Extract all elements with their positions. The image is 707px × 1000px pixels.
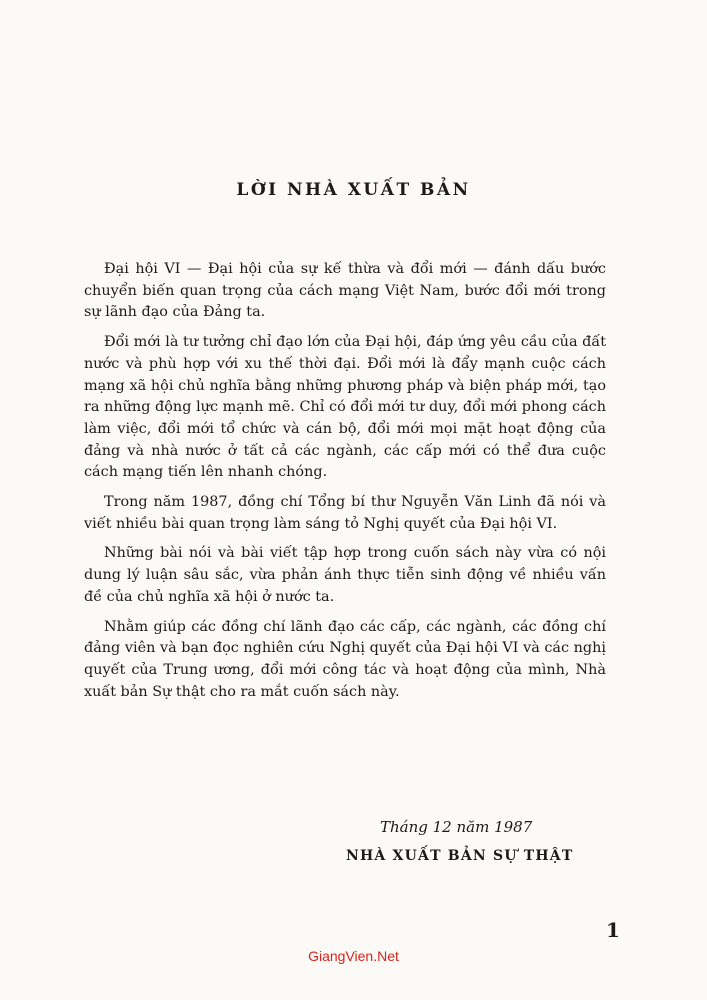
watermark-text: GiangVien.Net xyxy=(308,948,399,964)
signature-date: Tháng 12 năm 1987 xyxy=(380,818,533,836)
paragraph-2: Đổi mới là tư tưởng chỉ đạo lớn của Đại hội, đáp ứng yêu cầu của đất nước và phù hợp với xu thế thời đại. Đổi mới là đẩy mạnh cuộc cách mạng xã hội chủ nghĩa bằng những phương pháp và biện pháp mới, tạo ra những động lực mạnh mẽ. Chỉ có đổi mới tư duy, đổi mới phong cách làm việc, đổi mới tổ chức và cán bộ, đổi mới mọi mặt hoạt động của đảng và nhà nước ở tất cả các ngành, các cấp mới có thể đưa cuộc cách mạng tiến lên nhanh chóng. xyxy=(84,334,606,481)
page-number: 1 xyxy=(606,918,620,942)
paragraph-3: Trong năm 1987, đồng chí Tổng bí thư Nguyễn Văn Linh đã nói và viết nhiều bài quan trọng làm sáng tỏ Nghị quyết của Đại hội VI. xyxy=(84,494,606,532)
paragraph-5: Nhằm giúp các đồng chí lãnh đạo các cấp, các ngành, các đồng chí đảng viên và bạn đọc nghiên cứu Nghị quyết của Đại hội VI và các nghị quyết của Trung ương, đổi mới công tác và hoạt động của mình, Nhà xuất bản Sự thật cho ra mắt cuốn sách này. xyxy=(84,618,606,700)
signature-publisher: NHÀ XUẤT BẢN SỰ THẬT xyxy=(346,848,574,864)
paragraph-1: Đại hội VI — Đại hội của sự kế thừa và đổi mới — đánh dấu bước chuyển biến quan trọng của cách mạng Việt Nam, bước đổi mới trong sự lãnh đạo của Đảng ta. xyxy=(84,261,606,321)
page-title: LỜI NHÀ XUẤT BẢN xyxy=(236,180,471,200)
paragraph-4: Những bài nói và bài viết tập hợp trong cuốn sách này vừa có nội dung lý luận sâu sắc, vừa phản ánh thực tiễn sinh động về nhiều vấn đề của chủ nghĩa xã hội ở nước ta. xyxy=(84,545,606,605)
preface-body xyxy=(84,259,606,711)
